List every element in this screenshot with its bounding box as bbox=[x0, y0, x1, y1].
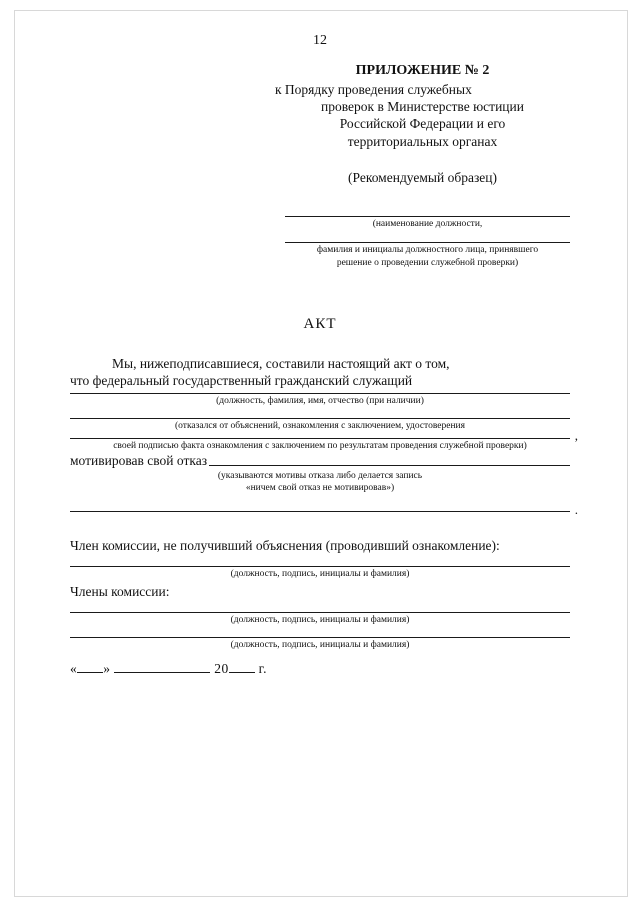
paragraph-1-line-2: что федеральный государственный гражданский служащий bbox=[70, 373, 413, 389]
date-year: 20 bbox=[214, 660, 229, 676]
date-month-blank bbox=[114, 660, 210, 673]
fill-rule-signature bbox=[70, 427, 578, 443]
commission-members-label: Члены комиссии: bbox=[70, 583, 170, 599]
motivated-row bbox=[70, 453, 570, 469]
commission-member-line: Член комиссии, не получивший объяснения (проводивший ознакомление): bbox=[70, 537, 500, 553]
page-number: 12 bbox=[313, 33, 327, 48]
caption-member-1: (должность, подпись, инициалы и фамилия) bbox=[230, 568, 410, 579]
appendix-line-1: к Порядку проведения служебных bbox=[275, 81, 472, 97]
fill-rule-position bbox=[70, 393, 570, 394]
official-rule-1 bbox=[285, 216, 570, 217]
caption-signature: своей подписью факта ознакомления с заключением по результатам проведения служебной проверки) bbox=[113, 440, 527, 451]
fill-rule-motives bbox=[70, 501, 578, 517]
paragraph-1-text: Мы, нижеподписавшиеся, составили настоящий акт о том, bbox=[112, 355, 450, 371]
appendix-title: ПРИЛОЖЕНИЕ № 2 bbox=[355, 63, 490, 78]
caption-position: (должность, фамилия, имя, отчество (при наличии) bbox=[216, 395, 424, 406]
fill-rule-member-2 bbox=[70, 612, 570, 613]
fill-rule-refusal bbox=[70, 418, 570, 419]
appendix-line-3: Российской Федерации и его bbox=[339, 116, 506, 132]
motivated-label: мотивировав свой отказ bbox=[70, 452, 208, 468]
caption-motives-line-1: (указываются мотивы отказа либо делается запись bbox=[217, 470, 423, 481]
caption-member-2: (должность, подпись, инициалы и фамилия) bbox=[230, 614, 410, 625]
date-year-blank bbox=[229, 660, 255, 673]
official-caption-1: (наименование должности, bbox=[372, 218, 483, 229]
caption-refusal: (отказался от объяснений, ознакомления с заключением, удостоверения bbox=[175, 420, 465, 431]
official-caption-3: решение о проведении служебной проверки) bbox=[336, 258, 519, 269]
date-row bbox=[70, 660, 570, 677]
tail-comma: , bbox=[574, 427, 578, 443]
appendix-header bbox=[275, 62, 570, 150]
official-rule-2 bbox=[285, 242, 570, 243]
date-quote-open: « bbox=[70, 660, 78, 676]
body-paragraph-1 bbox=[70, 355, 570, 390]
fill-rule-member-3 bbox=[70, 637, 570, 638]
fill-rule-member-1 bbox=[70, 566, 570, 567]
date-suffix: г. bbox=[258, 660, 268, 676]
appendix-line-2: проверок в Министерстве юстиции bbox=[321, 99, 524, 115]
official-caption-2: фамилия и инициалы должностного лица, принявшего bbox=[316, 244, 539, 255]
official-recipient-block bbox=[285, 216, 570, 270]
date-quote-close: » bbox=[103, 660, 111, 676]
caption-motives bbox=[70, 471, 570, 495]
sample-note: (Рекомендуемый образец) bbox=[348, 169, 497, 185]
date-day-blank bbox=[77, 660, 103, 673]
document-title-akt: АКТ bbox=[303, 315, 337, 332]
appendix-line-4: территориальных органах bbox=[347, 133, 498, 149]
document-content bbox=[70, 62, 578, 677]
motivated-fill-line bbox=[209, 465, 570, 466]
caption-motives-line-2: «ничем свой отказ не мотивировав») bbox=[245, 482, 395, 493]
caption-member-3: (должность, подпись, инициалы и фамилия) bbox=[230, 639, 410, 650]
tail-period: . bbox=[574, 501, 578, 517]
